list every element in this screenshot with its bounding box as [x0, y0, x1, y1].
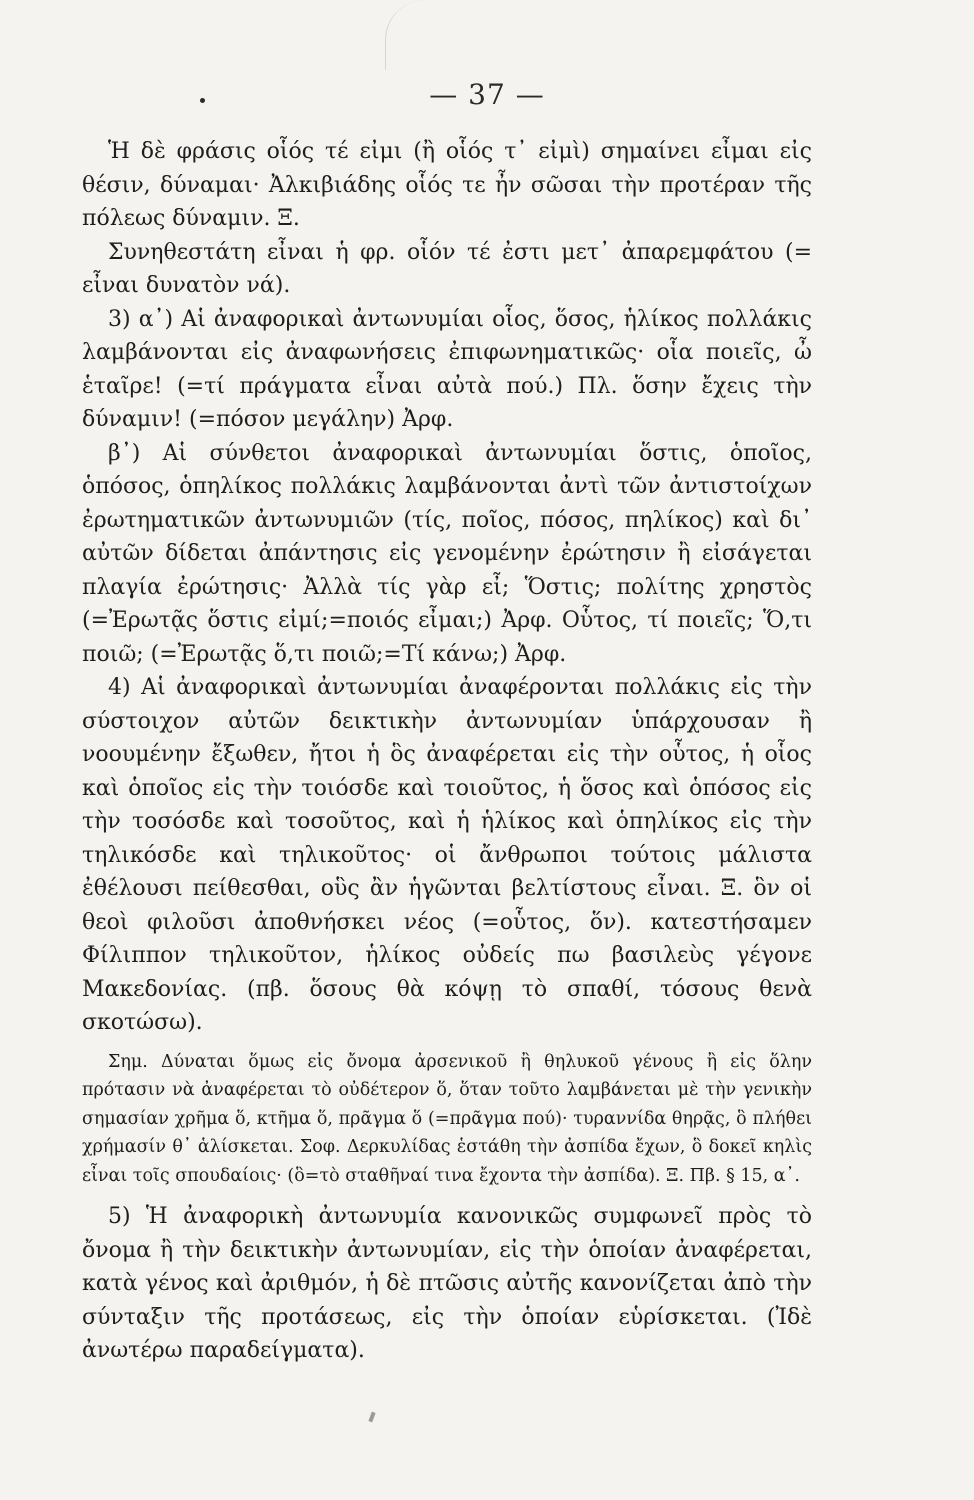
paragraph-3b: β᾽) Αἱ σύνθετοι ἀναφορικαὶ ἀντωνυμίαι ὅστις, ὁποῖος, ὁπόσος, ὁπηλίκος πολλάκις λαμβάνονται ἀντὶ τῶν ἀντιστοίχων ἐρωτηματικῶν ἀντωνυμιῶν (τίς, ποῖος, πόσος, πηλίκος) καὶ δι᾽ αὐτῶν δίδεται ἀπάντησις εἰς γενομένην ἐρώτησιν ἢ εἰσάγεται πλαγία ἐρώτησις· Ἀλλὰ τίς γὰρ εἶ; Ὅστις; πολίτης χρηστὸς (=Ἐρωτᾷς ὅστις εἰμί;=ποιός εἶμαι;) Ἀρφ. Οὗτος, τί ποιεῖς; Ὅ,τι ποιῶ; (=Ἐρωτᾷς ὅ,τι ποιῶ;=Τί κάνω;) Ἀρφ.: [82, 440, 812, 667]
main-text: [82, 135, 812, 1040]
paragraph-oion-te-esti: Συνηθεστάτη εἶναι ἡ φρ. οἷόν τέ ἐστι μετ᾽ ἀπαρεμφάτου (= εἶναι δυνατὸν νά).: [82, 239, 812, 298]
note-section: [82, 1048, 812, 1191]
page-number: — 37 —: [429, 78, 545, 111]
note-text: Σημ. Δύναται ὅμως εἰς ὄνομα ἀρσενικοῦ ἢ θηλυκοῦ γένους ἢ εἰς ὅλην πρότασιν νὰ ἀναφέρεται τὸ οὐδέτερον ὅ, ὅταν τοῦτο λαμβάνεται μὲ τὴν γενικὴν σημασίαν χρῆμα ὅ, κτῆμα ὅ, πρᾶγμα ὅ (=πρᾶγμα πού)· τυραννίδα θηρᾷς, ὃ πλήθει χρήμασίν θ᾽ ἁλίσκεται. Σοφ. Δερκυλίδας ἑστάθη τὴν ἀσπίδα ἔχων, ὃ δοκεῖ κηλὶς εἶναι τοῖς σπουδαίοις· (ὃ=τὸ σταθῆναί τινα ἔχοντα τὴν ἀσπίδα). Ξ. Πβ. § 15, α᾽.: [82, 1051, 812, 1186]
bottom-text: [82, 1200, 812, 1368]
paragraph-4: 4) Αἱ ἀναφορικαὶ ἀντωνυμίαι ἀναφέρονται πολλάκις εἰς τὴν σύστοιχον αὐτῶν δεικτικὴν ἀντωνυμίαν ὑπάρχουσαν ἢ νοουμένην ἔξωθεν, ἤτοι ἡ ὃς ἀναφέρεται εἰς τὴν οὗτος, ἡ οἷος καὶ ὁποῖος εἰς τὴν τοιόσδε καὶ τοιοῦτος, ἡ ὅσος καὶ ὁπόσος εἰς τὴν τοσόσδε καὶ τοσοῦτος, καὶ ἡ ἡλίκος καὶ ὁπηλίκος εἰς τὴν τηλικόσδε καὶ τηλικοῦτος· οἱ ἄνθρωποι τούτοις μάλιστα ἐθέλουσι πείθεσθαι, οὓς ἂν ἡγῶνται βελτίστους εἶναι. Ξ. ὃν οἱ θεοὶ φιλοῦσι ἀποθνήσκει νέος (=οὗτος, ὅν). κατεστήσαμεν Φίλιππον τηλικοῦτον, ἡλίκος οὐδείς πω βασιλεὺς γέγονε Μακεδονίας. (πβ. ὅσους θὰ κόψῃ τὸ σπαθί, τόσους θενὰ σκοτώσω).: [82, 675, 812, 1035]
paper-fold-mark: [385, 0, 446, 70]
scan-speck: [368, 1412, 375, 1423]
paragraph-3a: 3) α᾽) Αἱ ἀναφορικαὶ ἀντωνυμίαι οἷος, ὅσος, ἡλίκος πολλάκις λαμβάνονται εἰς ἀναφωνήσεις ἐπιφωνηματικῶς· οἷα ποιεῖς, ὦ ἑταῖρε! (=τί πράγματα εἶναι αὐτὰ πού.) Πλ. ὅσην ἔχεις τὴν δύναμιν! (=πόσον μεγάλην) Ἀρφ.: [82, 306, 812, 432]
page-body: [82, 135, 812, 1368]
paragraph-oios-te-eimi: Ἡ δὲ φράσις οἷός τέ εἰμι (ἢ οἷός τ᾽ εἰμὶ) σημαίνει εἶμαι εἰς θέσιν, δύναμαι· Ἀλκιβιάδης οἷός τε ἦν σῶσαι τὴν προτέραν τῆς πόλεως δύναμιν. Ξ.: [82, 139, 812, 231]
paragraph-5: 5) Ἡ ἀναφορικὴ ἀντωνυμία κανονικῶς συμφωνεῖ πρὸς τὸ ὄνομα ἢ τὴν δεικτικὴν ἀντωνυμίαν, εἰς τὴν ὁποίαν ἀναφέρεται, κατὰ γένος καὶ ἀριθμόν, ἡ δὲ πτῶσις αὐτῆς κανονίζεται ἀπὸ τὴν σύνταξιν τῆς προτάσεως, εἰς τὴν ὁποίαν εὑρίσκεται. (Ἰδὲ ἀνωτέρω παραδείγματα).: [82, 1204, 812, 1363]
